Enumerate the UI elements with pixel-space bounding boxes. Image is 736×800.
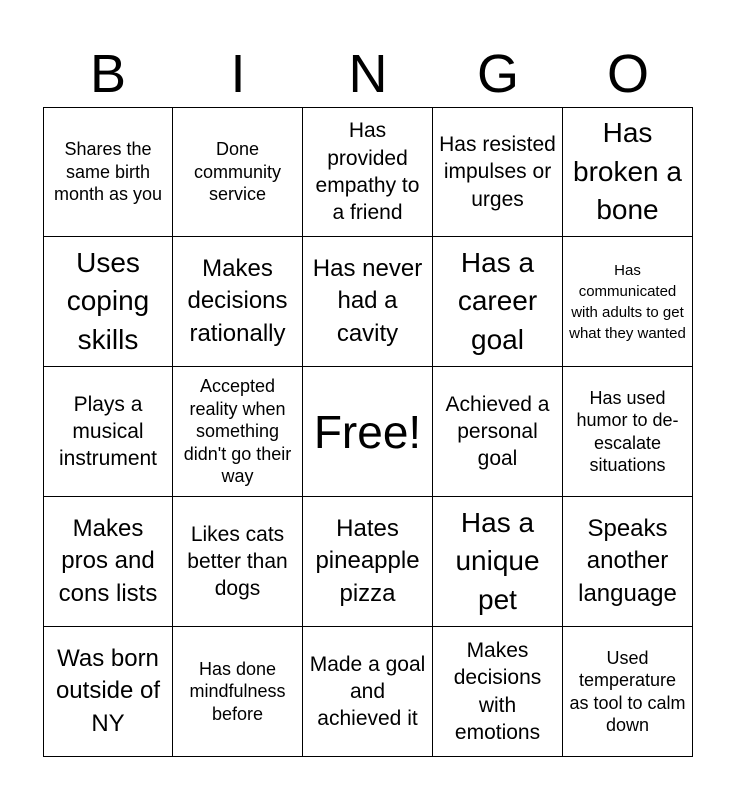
bingo-cell[interactable] bbox=[173, 497, 303, 627]
bingo-cell[interactable] bbox=[563, 107, 693, 237]
cell-text: Accepted reality when something didn't go their way bbox=[183, 376, 292, 487]
bingo-cell[interactable] bbox=[433, 107, 563, 237]
cell-text: Done community service bbox=[193, 139, 282, 205]
cell-text: Makes decisions with emotions bbox=[453, 638, 542, 744]
bingo-cell[interactable] bbox=[303, 107, 433, 237]
cell-text: Has communicated with adults to get what they wanted bbox=[569, 261, 686, 342]
bingo-cell[interactable] bbox=[433, 497, 563, 627]
bingo-board bbox=[43, 107, 693, 757]
bingo-cell[interactable] bbox=[563, 367, 693, 497]
header-letter-i: I bbox=[230, 44, 246, 104]
bingo-cell[interactable] bbox=[303, 497, 433, 627]
bingo-cell[interactable] bbox=[43, 367, 173, 497]
header-letter-g: G bbox=[476, 44, 519, 104]
bingo-cell[interactable] bbox=[433, 237, 563, 367]
bingo-cell[interactable] bbox=[173, 367, 303, 497]
cell-text: Makes pros and cons lists bbox=[58, 514, 158, 607]
bingo-header bbox=[43, 40, 693, 108]
cell-text: Has provided empathy to a friend bbox=[315, 119, 420, 225]
cell-text: Has used humor to de-escalate situations bbox=[576, 387, 679, 475]
bingo-cell[interactable] bbox=[43, 107, 173, 237]
cell-text: Has broken a bone bbox=[573, 117, 682, 226]
cell-text: Uses coping skills bbox=[66, 246, 150, 355]
bingo-cell[interactable] bbox=[173, 627, 303, 757]
bingo-cell[interactable] bbox=[43, 237, 173, 367]
cell-text: Used temperature as tool to calm down bbox=[569, 647, 686, 735]
bingo-cell[interactable] bbox=[173, 237, 303, 367]
cell-text: Has done mindfulness before bbox=[189, 658, 286, 724]
cell-text: Has resisted impulses or urges bbox=[439, 133, 556, 211]
header-letter-b: B bbox=[89, 44, 127, 104]
cell-text: Achieved a personal goal bbox=[445, 392, 550, 471]
bingo-cell[interactable] bbox=[433, 627, 563, 757]
bingo-cell[interactable] bbox=[43, 497, 173, 627]
cell-text: Shares the same birth month as you bbox=[53, 139, 163, 205]
free-space-text: Free! bbox=[313, 405, 422, 458]
cell-text: Was born outside of NY bbox=[55, 644, 161, 737]
cell-text: Has never had a cavity bbox=[312, 254, 423, 347]
bingo-cell[interactable] bbox=[433, 367, 563, 497]
bingo-cell[interactable] bbox=[563, 627, 693, 757]
header-letter-o: O bbox=[606, 44, 649, 104]
cell-text: Plays a musical instrument bbox=[58, 392, 158, 471]
bingo-cell[interactable] bbox=[43, 627, 173, 757]
free-space-cell[interactable] bbox=[303, 367, 433, 497]
bingo-cell[interactable] bbox=[563, 497, 693, 627]
cell-text: Speaks another language bbox=[578, 514, 677, 607]
bingo-cell[interactable] bbox=[303, 237, 433, 367]
cell-text: Makes decisions rationally bbox=[187, 254, 288, 347]
cell-text: Hates pineapple pizza bbox=[315, 514, 420, 607]
bingo-cell[interactable] bbox=[173, 107, 303, 237]
cell-text: Has a career goal bbox=[457, 246, 538, 355]
cell-text: Made a goal and achieved it bbox=[309, 652, 426, 731]
bingo-cell[interactable] bbox=[563, 237, 693, 367]
header-letter-n: N bbox=[348, 44, 388, 104]
cell-text: Likes cats better than dogs bbox=[187, 522, 288, 601]
bingo-cell[interactable] bbox=[303, 627, 433, 757]
cell-text: Has a unique pet bbox=[455, 506, 540, 615]
